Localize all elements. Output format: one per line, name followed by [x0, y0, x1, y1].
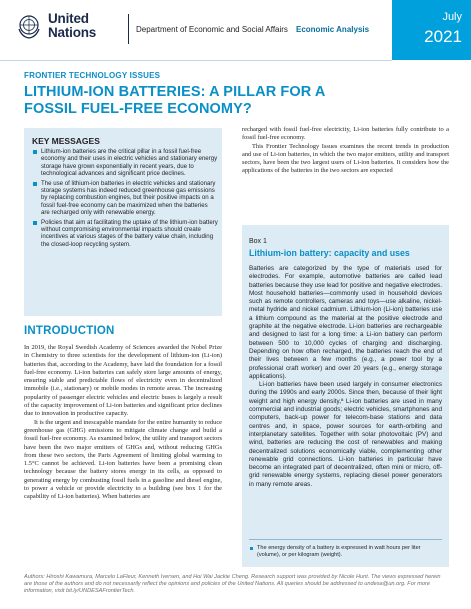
- right-column-text: [242, 126, 449, 176]
- key-messages-heading: KEY MESSAGES: [32, 136, 100, 146]
- page-title: LITHIUM-ION BATTERIES: A PILLAR FOR A FOSSIL FUEL-FREE ECONOMY?: [24, 84, 325, 117]
- body-paragraph: This Frontier Technology Issues examines the recent trends in production and use of Li-ion batteries, in which the two major emitters, utility and transport sectors, have been the two largest users of Li-ion batteries. It considers how the applications of the batteries in the two sectors are expected: [242, 142, 449, 175]
- header-divider: [128, 14, 129, 44]
- box-label: Box 1: [249, 238, 267, 245]
- date-box: [392, 0, 471, 60]
- box-title: Lithium-ion battery: capacity and uses: [249, 248, 410, 258]
- box-body: [249, 265, 442, 489]
- box-paragraph: Li-ion batteries have been used largely in consumer electronics during the 1990s and early 2000s. Since then, because of their light weight and high energy density,ª Li-ion batteries are used in many commercial and industrial goods; electric vehicles, smartphones and computers, back-up power for telecom-base stations and data centres and, in space, power sources for earth-orbiting and interplanetary satellites. Together with solar photovoltaic (PV) and wind, batteries are reducing the cost of renewables and making decentralized solutions economically viable, complementing other renewable grid connections. Li-ion batteries in particular have become an integrated part of decentralized, often mini or micro, off-grid renewable energy systems, replacing diesel power generators in many remote areas.: [249, 381, 442, 488]
- body-paragraph: recharged with fossil fuel-free electricity, Li-ion batteries fully contribute to a fossil fuel-free economy.: [242, 126, 449, 142]
- intro-paragraph: In 2019, the Royal Swedish Academy of Sciences awarded the Nobel Prize in Chemistry to three scientists for the development of lithium-ion (Li-ion) batteries that, according to the Academy, have laid the foundation for a fossil fuel-free economy. Li-ion batteries can safely store large amounts of energy, ensuring stable and predictable flows of electricity even in decentralized immobile (i.e., stationary) or mobile modes in remote areas. The increasing popularity of passenger electric vehicles and electric buses is largely a result of the capacity improvement of Li-ion batteries and significant price declines due to innovation in productive capacity.: [24, 344, 222, 418]
- page-header: [0, 0, 471, 62]
- key-message-item: The use of lithium-ion batteries in electric vehicles and stationary storage systems has indeed reduced greenhouse gas emissions by replacing combustion engines, but their positive impacts on a fossil fuel-free economy can be maximized when the batteries are recharged only with renewable energy.: [32, 180, 218, 217]
- key-messages-list: [32, 148, 218, 250]
- un-emblem-icon: [16, 13, 42, 39]
- series-kicker: FRONTIER TECHNOLOGY ISSUES: [24, 71, 161, 80]
- header-rule: [0, 60, 392, 61]
- section-name: Economic Analysis: [296, 25, 370, 34]
- key-message-item: Lithium-ion batteries are the critical pillar in a fossil fuel-free economy and their uses in electric vehicles and stationary energy storage have grown exponentially in recent years, due to technological advances and significant price declines.: [32, 148, 218, 178]
- un-wordmark: United Nations: [48, 11, 97, 40]
- box-paragraph: Batteries are categorized by the type of materials used for electrodes. For example, automotive batteries are called lead batteries because they use lead for positive and negative electrodes. Most household batteries—commonly used in household devices such as remote controllers, cameras and toys—use alkaline, nickel-metal hydride and nickel cadmium. Lithium-ion (Li-ion) batteries use a lithium compound as the material at the positive electrode and graphite at the negative electrode. Li-ion batteries are rechargeable and designed to last for a long time: a Li-ion battery can perform between 500 to 10,000 cycles of charging and discharging. Depending on how often recharged, the batteries reach the end of their lives between a few months (e.g., a power tool by a professional craft worker) and over 20 years (e.g., energy storage applications).: [249, 265, 442, 380]
- key-messages-panel: [24, 128, 222, 316]
- page-footer: Authors: Hiroshi Kawamura, Marcelo LaFleur, Kenneth Iversen, and Hoi Wai Jackie Cheng. Research support was provided by Nicole Hunt. The views expressed herein are those of the authors and do not necessarily reflect the opinions and policies of the United Nations. All queries should be addressed to undesa@un.org. For more information, visit bit.ly/UNDESAFrontierTech.: [24, 574, 441, 594]
- key-message-item: Policies that aim at facilitating the uptake of the lithium-ion battery without compromising environmental impacts should create incentives at various stages of the battery value chain, including the closed-loop recycling system.: [32, 219, 218, 249]
- date-year: 2021: [424, 27, 462, 46]
- bullet-icon: [250, 547, 253, 550]
- box-1-panel: [242, 225, 449, 567]
- department-name: Department of Economic and Social Affairs: [136, 25, 288, 34]
- bullet-icon: [33, 182, 37, 186]
- box-footnote: The energy density of a battery is expressed in watt hours per liter (volume), or per kilogram (weight).: [249, 545, 442, 558]
- bullet-icon: [33, 150, 37, 154]
- box-note-rule: [249, 539, 442, 540]
- date-month: July: [442, 11, 462, 23]
- bullet-icon: [33, 221, 37, 225]
- intro-paragraph: It is the urgent and inescapable mandate for the entire humanity to reduce greenhouse gas (GHG) emissions to mitigate climate change and build a fossil fuel-free economy. As examined below, the utility and transport sectors have been the two major emitters of GHGs and, without reducing GHGs from these two sectors, the Paris Agreement of limiting global warming to 1.5°C cannot be achieved. Li-ion batteries have been a promising clean technology because the battery stores energy in its cells, as opposed to generating energy by combusting fossil fuels in a gasoline and diesel engine, to power a vehicle or provide electricity to a building (see box 1 for the capability of Li-ion batteries). When batteries are: [24, 418, 222, 501]
- introduction-heading: INTRODUCTION: [24, 325, 115, 337]
- introduction-body: [24, 344, 222, 502]
